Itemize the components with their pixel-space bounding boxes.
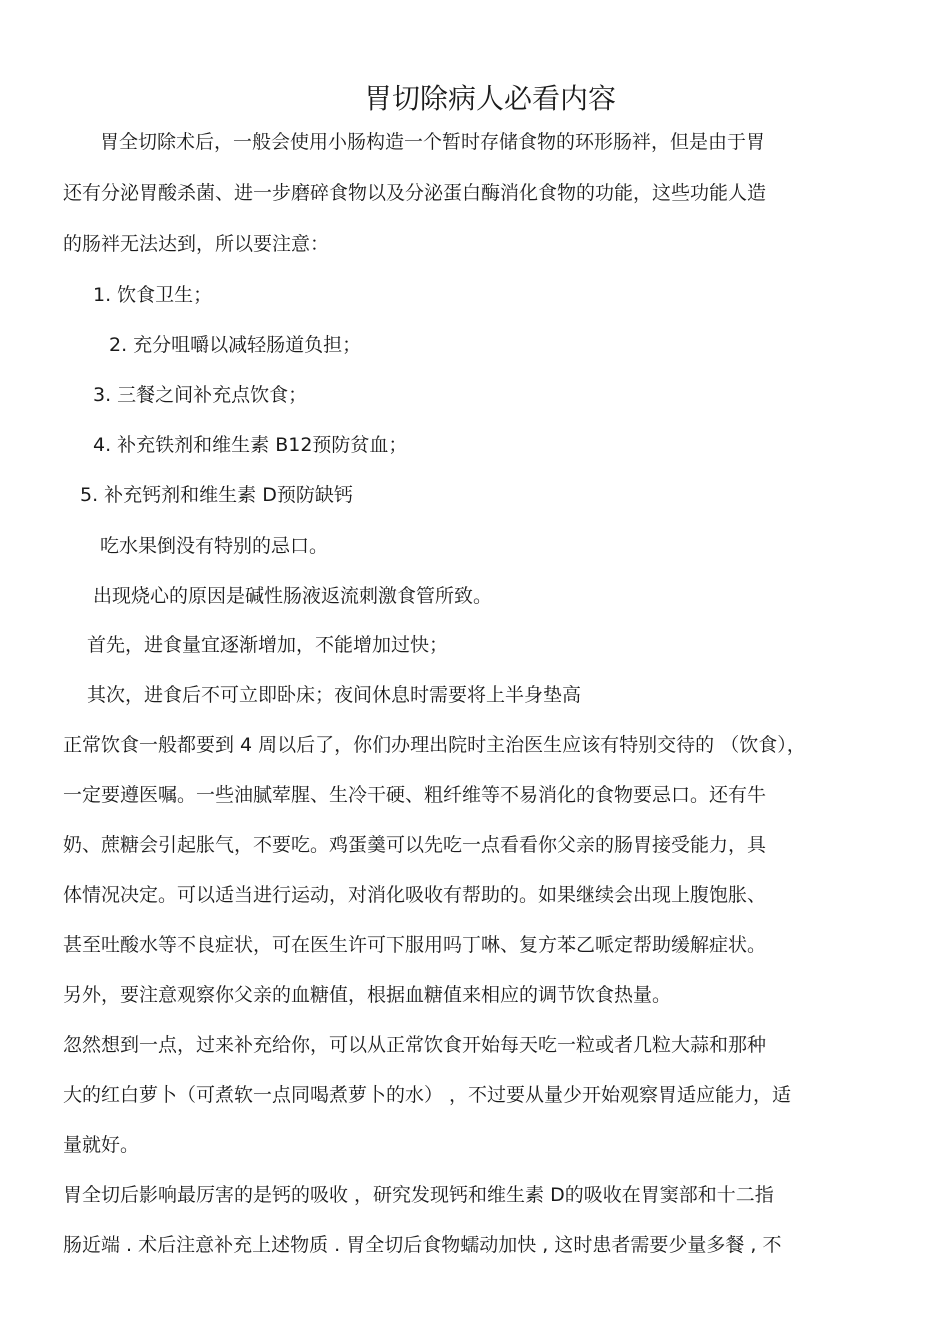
paragraph-line: 其次，进食后不可立即卧床；夜间休息时需要将上半身垫高 [87, 684, 582, 706]
paragraph-line: 忽然想到一点，过来补充给你，可以从正常饮食开始每天吃一粒或者几粒大蒜和那种 [63, 1034, 767, 1056]
list-item: 3. 三餐之间补充点饮食； [93, 384, 308, 406]
paragraph-line: 正常饮食一般都要到 4 周以后了，你们办理出院时主治医生应该有特别交待的 （饮食）， [63, 734, 806, 756]
list-item: 1. 饮食卫生； [93, 284, 213, 306]
paragraph-line: 胃全切除术后，一般会使用小肠构造一个暂时存储食物的环形肠袢，但是由于胃 [100, 131, 766, 153]
paragraph-line: 首先，进食量宜逐渐增加，不能增加过快； [87, 634, 449, 656]
paragraph-line: 另外，要注意观察你父亲的血糖值，根据血糖值来相应的调节饮食热量。 [63, 984, 672, 1006]
paragraph-line: 量就好。 [63, 1134, 140, 1156]
paragraph-line: 一定要遵医嘱。一些油腻荤腥、生冷干硬、粗纤维等不易消化的食物要忌口。还有牛 [63, 784, 767, 806]
paragraph-line: 体情况决定。可以适当进行运动，对消化吸收有帮助的。如果继续会出现上腹饱胀、 [63, 884, 767, 906]
paragraph-line: 的肠袢无法达到，所以要注意： [63, 233, 330, 255]
list-item: 5. 补充钙剂和维生素 D预防缺钙 [80, 484, 353, 506]
paragraph-line: 肠近端 . 术后注意补充上述物质 . 胃全切后食物蠕动加快 , 这时患者需要少量多餐 , 不 [63, 1234, 782, 1256]
paragraph-line: 胃全切后影响最厉害的是钙的吸收 ，研究发现钙和维生素 D的吸收在胃窦部和十二指 [63, 1184, 774, 1206]
paragraph-line: 还有分泌胃酸杀菌、进一步磨碎食物以及分泌蛋白酶消化食物的功能，这些功能人造 [63, 182, 767, 204]
paragraph-line: 甚至吐酸水等不良症状，可在医生许可下服用吗丁啉、复方苯乙哌定帮助缓解症状。 [63, 934, 767, 956]
page-title: 胃切除病人必看内容 [363, 82, 616, 115]
paragraph-line: 大的红白萝卜（可煮软一点同喝煮萝卜的水） ，不过要从量少开始观察胃适应能力，适 [63, 1084, 792, 1106]
paragraph-line: 吃水果倒没有特别的忌口。 [100, 535, 329, 557]
paragraph-line: 奶、蔗糖会引起胀气，不要吃。鸡蛋羹可以先吃一点看看你父亲的肠胃接受能力，具 [63, 834, 767, 856]
paragraph-line: 出现烧心的原因是碱性肠液返流刺激食管所致。 [93, 585, 493, 607]
list-item: 4. 补充铁剂和维生素 B12预防贫血； [93, 434, 408, 456]
list-item: 2. 充分咀嚼以减轻肠道负担； [109, 334, 362, 356]
